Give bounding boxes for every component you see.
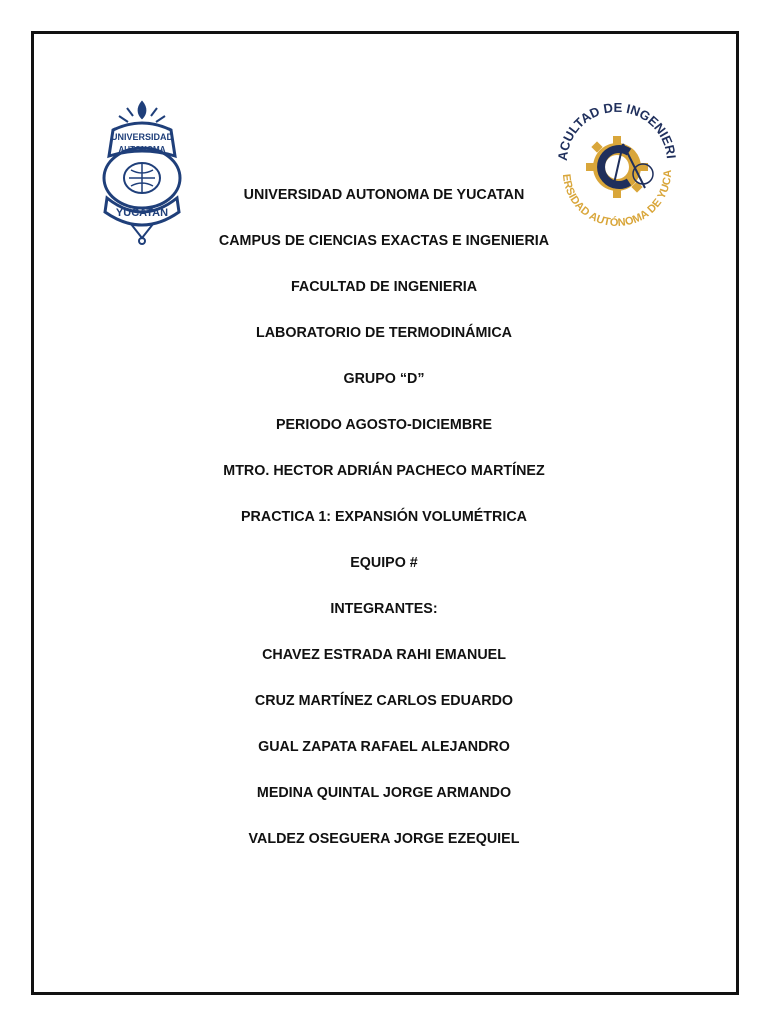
teacher-name: MTRO. HECTOR ADRIÁN PACHECO MARTÍNEZ	[223, 463, 545, 479]
practice-title: PRACTICA 1: EXPANSIÓN VOLUMÉTRICA	[241, 509, 527, 525]
university-name: UNIVERSIDAD AUTONOMA DE YUCATAN	[243, 187, 525, 203]
uady-seal-text-1: UNIVERSIDAD	[110, 132, 174, 142]
faculty-name: FACULTAD DE INGENIERIA	[290, 279, 478, 295]
member-name: CRUZ MARTÍNEZ CARLOS EDUARDO	[254, 693, 514, 709]
campus-name: CAMPUS DE CIENCIAS EXACTAS E INGENIERIA	[218, 233, 550, 249]
uady-seal-text-2: AUTONOMA	[118, 145, 166, 154]
uady-seal-text-3: YUCATAN	[115, 207, 169, 219]
group-label: GRUPO “D”	[343, 371, 425, 387]
facultad-seal-top-text: ACULTAD DE INGENIERI	[554, 99, 679, 162]
facultad-ingenieria-logo	[553, 92, 681, 242]
member-name: GUAL ZAPATA RAFAEL ALEJANDRO	[258, 739, 510, 755]
uady-seal-logo	[93, 98, 191, 246]
member-name: CHAVEZ ESTRADA RAHI EMANUEL	[262, 647, 506, 663]
facultad-ingenieria-seal-icon	[553, 92, 681, 242]
period-label: PERIODO AGOSTO-DICIEMBRE	[275, 417, 493, 433]
member-name: VALDEZ OSEGUERA JORGE EZEQUIEL	[248, 831, 520, 847]
members-heading: INTEGRANTES:	[330, 601, 438, 617]
team-label: EQUIPO #	[350, 555, 418, 571]
facultad-seal-bottom-text: ERSIDAD AUTÓNOMA DE YUCA	[559, 170, 675, 230]
laboratory-name: LABORATORIO DE TERMODINÁMICA	[255, 325, 512, 341]
member-name: MEDINA QUINTAL JORGE ARMANDO	[256, 785, 512, 801]
uady-seal-icon	[93, 98, 191, 246]
